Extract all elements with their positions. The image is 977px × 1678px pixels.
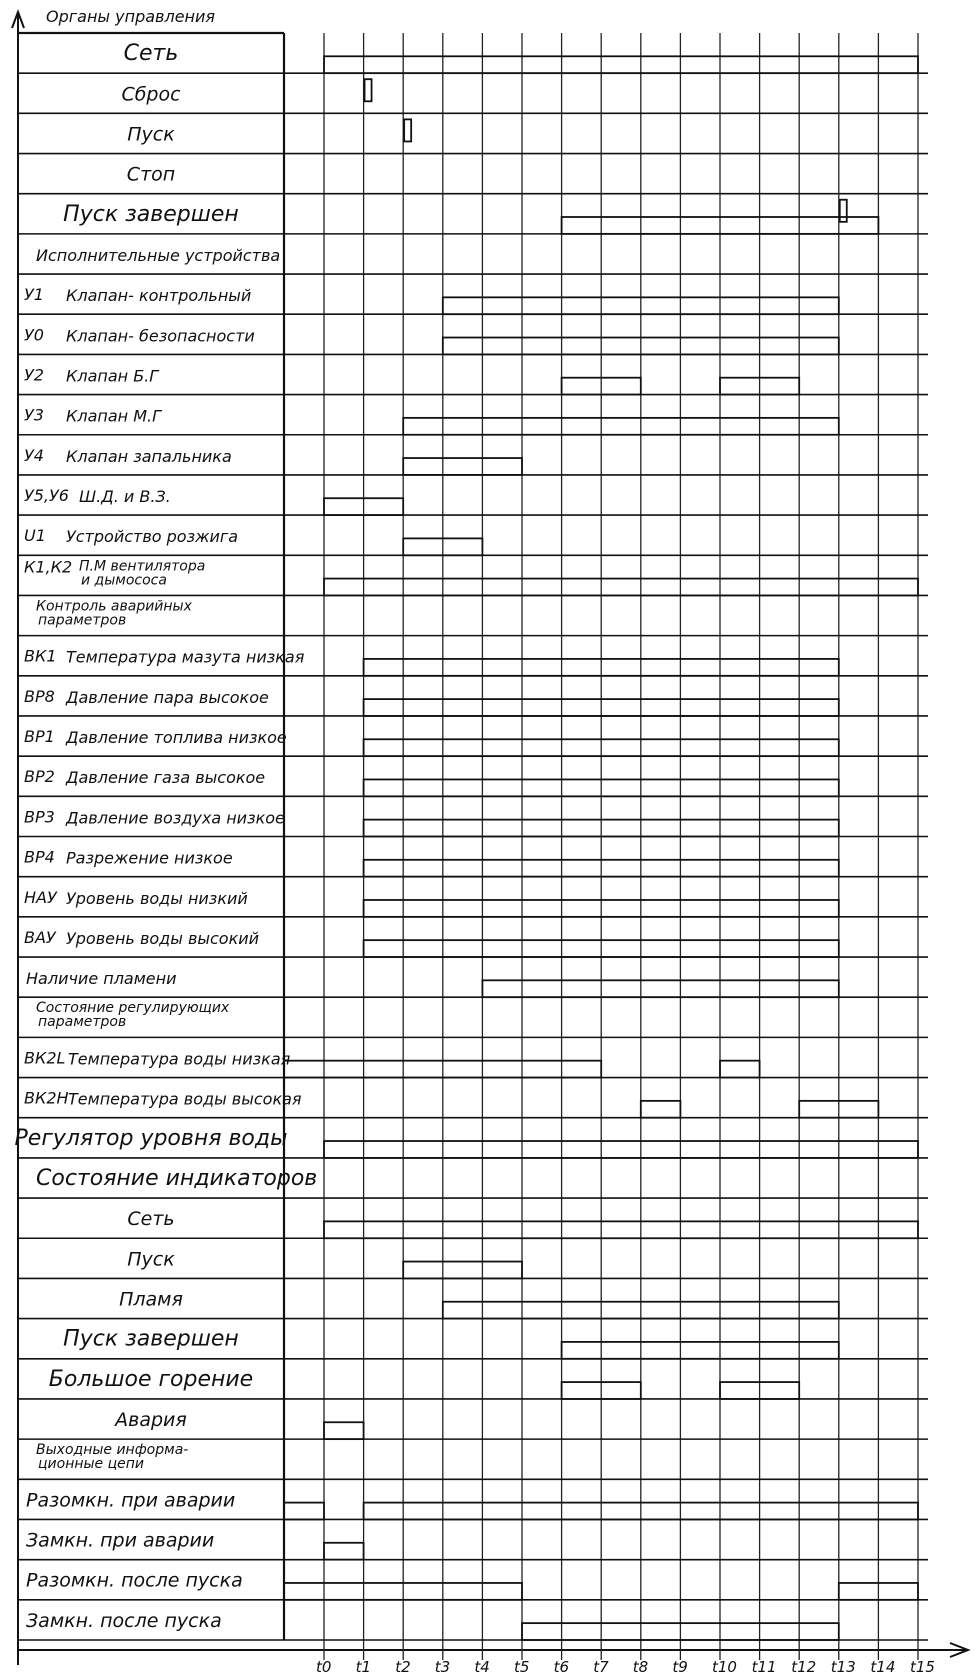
- row-2: [18, 119, 928, 153]
- row-14: [18, 598, 928, 635]
- row-label: Пуск: [127, 123, 175, 146]
- row-39: [18, 1610, 928, 1640]
- row-6: [18, 285, 928, 314]
- row-34: [18, 1409, 928, 1439]
- row-37: [18, 1530, 928, 1560]
- row-label: Пуск завершен: [63, 1326, 239, 1352]
- row-code: ВР8: [24, 686, 55, 706]
- row-code: У4: [24, 445, 44, 465]
- tick-label-t12: t12: [791, 1658, 817, 1676]
- signal-segment: [403, 1262, 522, 1279]
- row-33: [18, 1367, 928, 1399]
- row-label: Большое горение: [48, 1366, 254, 1392]
- row-code: ВР2: [24, 767, 55, 787]
- signal-segment: [562, 1342, 839, 1359]
- signal-segment: [324, 1221, 918, 1238]
- row-38: [18, 1570, 928, 1600]
- row-16: [18, 687, 928, 716]
- tick-label-t8: t8: [632, 1658, 649, 1676]
- row-label-line2: параметров: [38, 1014, 127, 1031]
- signal-segment: [403, 418, 839, 435]
- row-30: [18, 1248, 928, 1278]
- tick-label-t4: t4: [474, 1658, 490, 1676]
- row-label: Давление пара высокое: [66, 687, 269, 707]
- row-label: Температура воды низкая: [68, 1049, 291, 1069]
- row-21: [18, 888, 928, 917]
- row-label: Сеть: [123, 41, 179, 67]
- row-label: Давление газа высокое: [66, 768, 266, 788]
- tick-label-t3: t3: [434, 1658, 451, 1676]
- row-label-line2: и дымососа: [81, 572, 167, 589]
- row-code: У5,У6: [24, 486, 69, 506]
- time-tick-labels: [316, 1658, 935, 1676]
- signal-segment: [324, 56, 918, 73]
- row-label-line2: ционные цепи: [38, 1456, 145, 1473]
- row-10: [18, 446, 928, 475]
- row-label: Разомкн. при аварии: [26, 1489, 236, 1512]
- row-code: ВР3: [24, 807, 55, 827]
- row-label: Разомкн. после пуска: [26, 1569, 243, 1592]
- signal-pulse: [365, 79, 372, 101]
- row-label: Пуск завершен: [63, 201, 239, 227]
- row-label-line2: параметров: [38, 612, 127, 629]
- row-label: Температура воды высокая: [68, 1089, 302, 1109]
- row-label: Уровень воды низкий: [66, 888, 248, 908]
- row-label: Стоп: [126, 163, 176, 186]
- tick-label-t9: t9: [672, 1658, 688, 1676]
- row-code: К1,К2: [24, 557, 73, 577]
- tick-label-t10: t10: [712, 1658, 737, 1676]
- time-grid: [284, 33, 918, 1660]
- signal-segment: [284, 1503, 324, 1520]
- row-label: Сброс: [121, 83, 181, 106]
- row-5: [18, 246, 928, 274]
- row-4: [18, 200, 928, 234]
- row-label: Сеть: [127, 1208, 175, 1231]
- row-11: [18, 486, 928, 515]
- row-label: Клапан- контрольный: [66, 286, 252, 306]
- tick-label-t13: t13: [830, 1658, 856, 1676]
- tick-label-t2: t2: [395, 1658, 411, 1676]
- row-label: Ш.Д. и В.З.: [79, 487, 171, 507]
- signal-segment: [641, 1101, 681, 1118]
- row-label: Состояние регулирующих: [36, 1000, 230, 1017]
- row-label: Замкн. при аварии: [26, 1529, 215, 1552]
- row-code: У0: [24, 325, 44, 345]
- row-label: Разрежение низкое: [66, 848, 233, 868]
- signal-segment: [403, 458, 522, 475]
- row-8: [18, 365, 928, 394]
- row-28: [18, 1166, 928, 1198]
- row-19: [18, 807, 928, 836]
- row-36: [18, 1489, 928, 1519]
- row-code: ВК1: [24, 646, 57, 666]
- row-label: Выходные информа-: [36, 1442, 189, 1459]
- row-code: У1: [24, 285, 44, 305]
- row-24: [18, 1000, 928, 1037]
- tick-label-t1: t1: [355, 1658, 372, 1676]
- row-31: [18, 1289, 928, 1319]
- row-label: Клапан запальника: [66, 446, 232, 466]
- row-7: [18, 325, 928, 354]
- row-label: Исполнительные устройства: [36, 245, 281, 265]
- row-code: ВК2Н: [24, 1088, 69, 1108]
- tick-label-t11: t11: [751, 1658, 777, 1676]
- signal-segment: [324, 1543, 364, 1560]
- row-label: Авария: [115, 1409, 187, 1432]
- row-23: [18, 969, 928, 997]
- row-32: [18, 1327, 928, 1359]
- signal-segment: [720, 1061, 760, 1078]
- row-20: [18, 848, 928, 877]
- signal-segment: [324, 1422, 364, 1439]
- row-label: Пламя: [119, 1288, 183, 1311]
- row-18: [18, 767, 928, 796]
- row-code: ВАУ: [24, 927, 56, 947]
- signal-segment: [324, 1141, 918, 1158]
- row-code: У3: [24, 405, 44, 425]
- tick-label-t15: t15: [910, 1658, 935, 1676]
- row-label: Клапан М.Г: [66, 406, 162, 426]
- signal-pulse: [404, 119, 411, 141]
- row-15: [18, 647, 928, 676]
- row-label: Контроль аварийных: [36, 598, 192, 615]
- row-17: [18, 727, 928, 756]
- signal-rows: [15, 33, 928, 1640]
- row-label: Давление топлива низкое: [66, 728, 287, 748]
- row-label: Клапан- безопасности: [66, 326, 255, 346]
- signal-segment: [324, 579, 918, 596]
- row-label: Замкн. после пуска: [26, 1609, 222, 1632]
- tick-label-t6: t6: [553, 1658, 570, 1676]
- row-26: [18, 1089, 928, 1118]
- row-label: Клапан Б.Г: [66, 366, 159, 386]
- row-35: [18, 1442, 928, 1479]
- row-29: [18, 1208, 928, 1238]
- row-label: Пуск: [127, 1248, 175, 1271]
- tick-label-t7: t7: [593, 1658, 609, 1676]
- row-0: [18, 41, 928, 73]
- row-22: [18, 928, 928, 957]
- row-9: [18, 406, 928, 435]
- row-label: Уровень воды высокий: [66, 928, 260, 948]
- row-code: ВР4: [24, 847, 55, 867]
- row-27: [15, 1126, 928, 1158]
- row-label: Состояние индикаторов: [36, 1165, 318, 1191]
- row-label: Наличие пламени: [26, 969, 177, 989]
- row-code: НАУ: [24, 887, 57, 907]
- row-13: [18, 557, 928, 595]
- tick-label-t5: t5: [514, 1658, 530, 1676]
- row-code: ВР1: [24, 727, 55, 747]
- row-12: [18, 526, 928, 555]
- row-label: Устройство розжига: [66, 527, 239, 547]
- tick-label-t14: t14: [870, 1658, 896, 1676]
- row-25: [18, 1048, 928, 1077]
- row-label: Давление воздуха низкое: [66, 808, 285, 828]
- diagram-title: Органы управления: [46, 7, 216, 26]
- row-label: П.М вентилятора: [79, 558, 206, 575]
- row-label: Регулятор уровня воды: [14, 1125, 288, 1151]
- tick-label-t0: t0: [316, 1658, 332, 1676]
- signal-pulse: [840, 200, 847, 222]
- row-3: [18, 164, 928, 194]
- row-code: У2: [24, 365, 44, 385]
- row-label: Температура мазута низкая: [66, 647, 305, 667]
- row-1: [18, 79, 928, 113]
- row-code: ВК2L: [24, 1048, 66, 1068]
- row-code: U1: [24, 526, 46, 546]
- signal-segment: [482, 980, 838, 997]
